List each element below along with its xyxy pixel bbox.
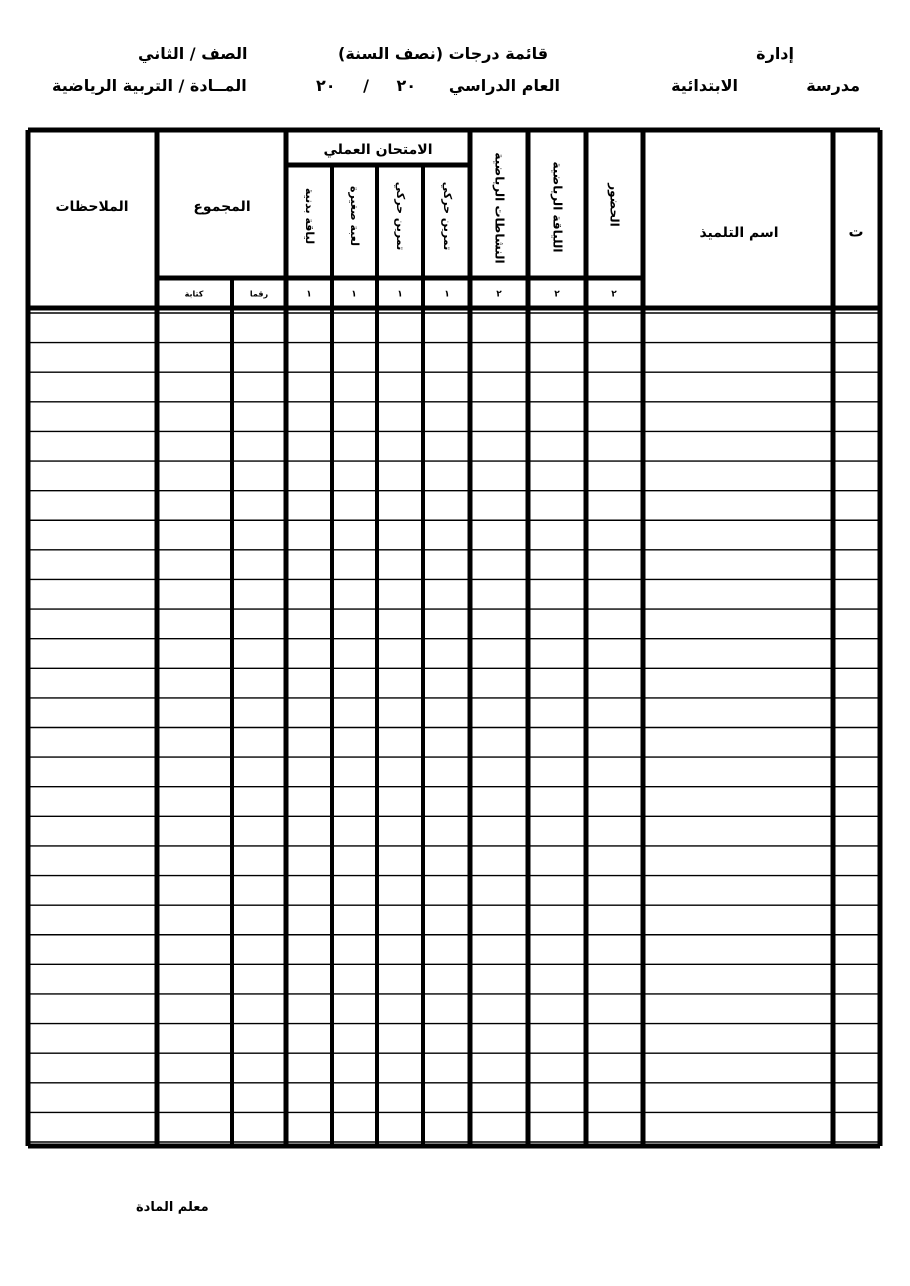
column-header-attendance: الحضور (607, 183, 622, 227)
column-header-total-words: كتابة (184, 289, 204, 299)
max-mark-practical-2: ١ (397, 289, 403, 300)
school-type: الابتدائية (671, 76, 738, 95)
max-mark-fitness: ٢ (554, 289, 560, 300)
column-header-student-name: اسم التلميذ (699, 225, 779, 241)
column-header-practical-exam: الامتحان العملي (323, 142, 433, 158)
max-mark-attendance: ٢ (611, 289, 617, 300)
column-header-total-digits: رقما (249, 289, 269, 299)
sheet-title: قائمة درجات (نصف السنة) (338, 44, 549, 63)
max-mark-practical-1: ١ (444, 289, 450, 300)
grade-label: الصف / الثاني (138, 44, 248, 63)
max-mark-practical-4: ١ (306, 289, 312, 300)
column-header-practical-3: لعبة صغيرة (348, 186, 361, 246)
column-header-practical-1: تمرين حركي (441, 181, 454, 251)
year-label: العام الدراسي (448, 76, 560, 95)
column-header-index: ت (848, 222, 864, 241)
subject-label: المــادة / التربية الرياضية (52, 76, 247, 95)
teacher-signature-label: معلم المادة (136, 1200, 209, 1215)
school-label: مدرسة (806, 76, 860, 95)
max-mark-practical-3: ١ (351, 289, 357, 300)
column-header-practical-4: لياقة بدنية (303, 187, 316, 245)
column-header-fitness: اللياقة الرياضية (550, 161, 565, 253)
column-header-total: المجموع (193, 199, 251, 215)
column-header-notes: الملاحظات (55, 199, 129, 215)
column-header-activities: النشاطات الرياضية (492, 152, 507, 264)
idara-label: إدارة (756, 44, 794, 63)
max-mark-activities: ٢ (496, 289, 502, 300)
year-value: ٢٠ / ٢٠ (316, 76, 417, 95)
column-header-practical-2: تمرين حركي (394, 181, 407, 251)
